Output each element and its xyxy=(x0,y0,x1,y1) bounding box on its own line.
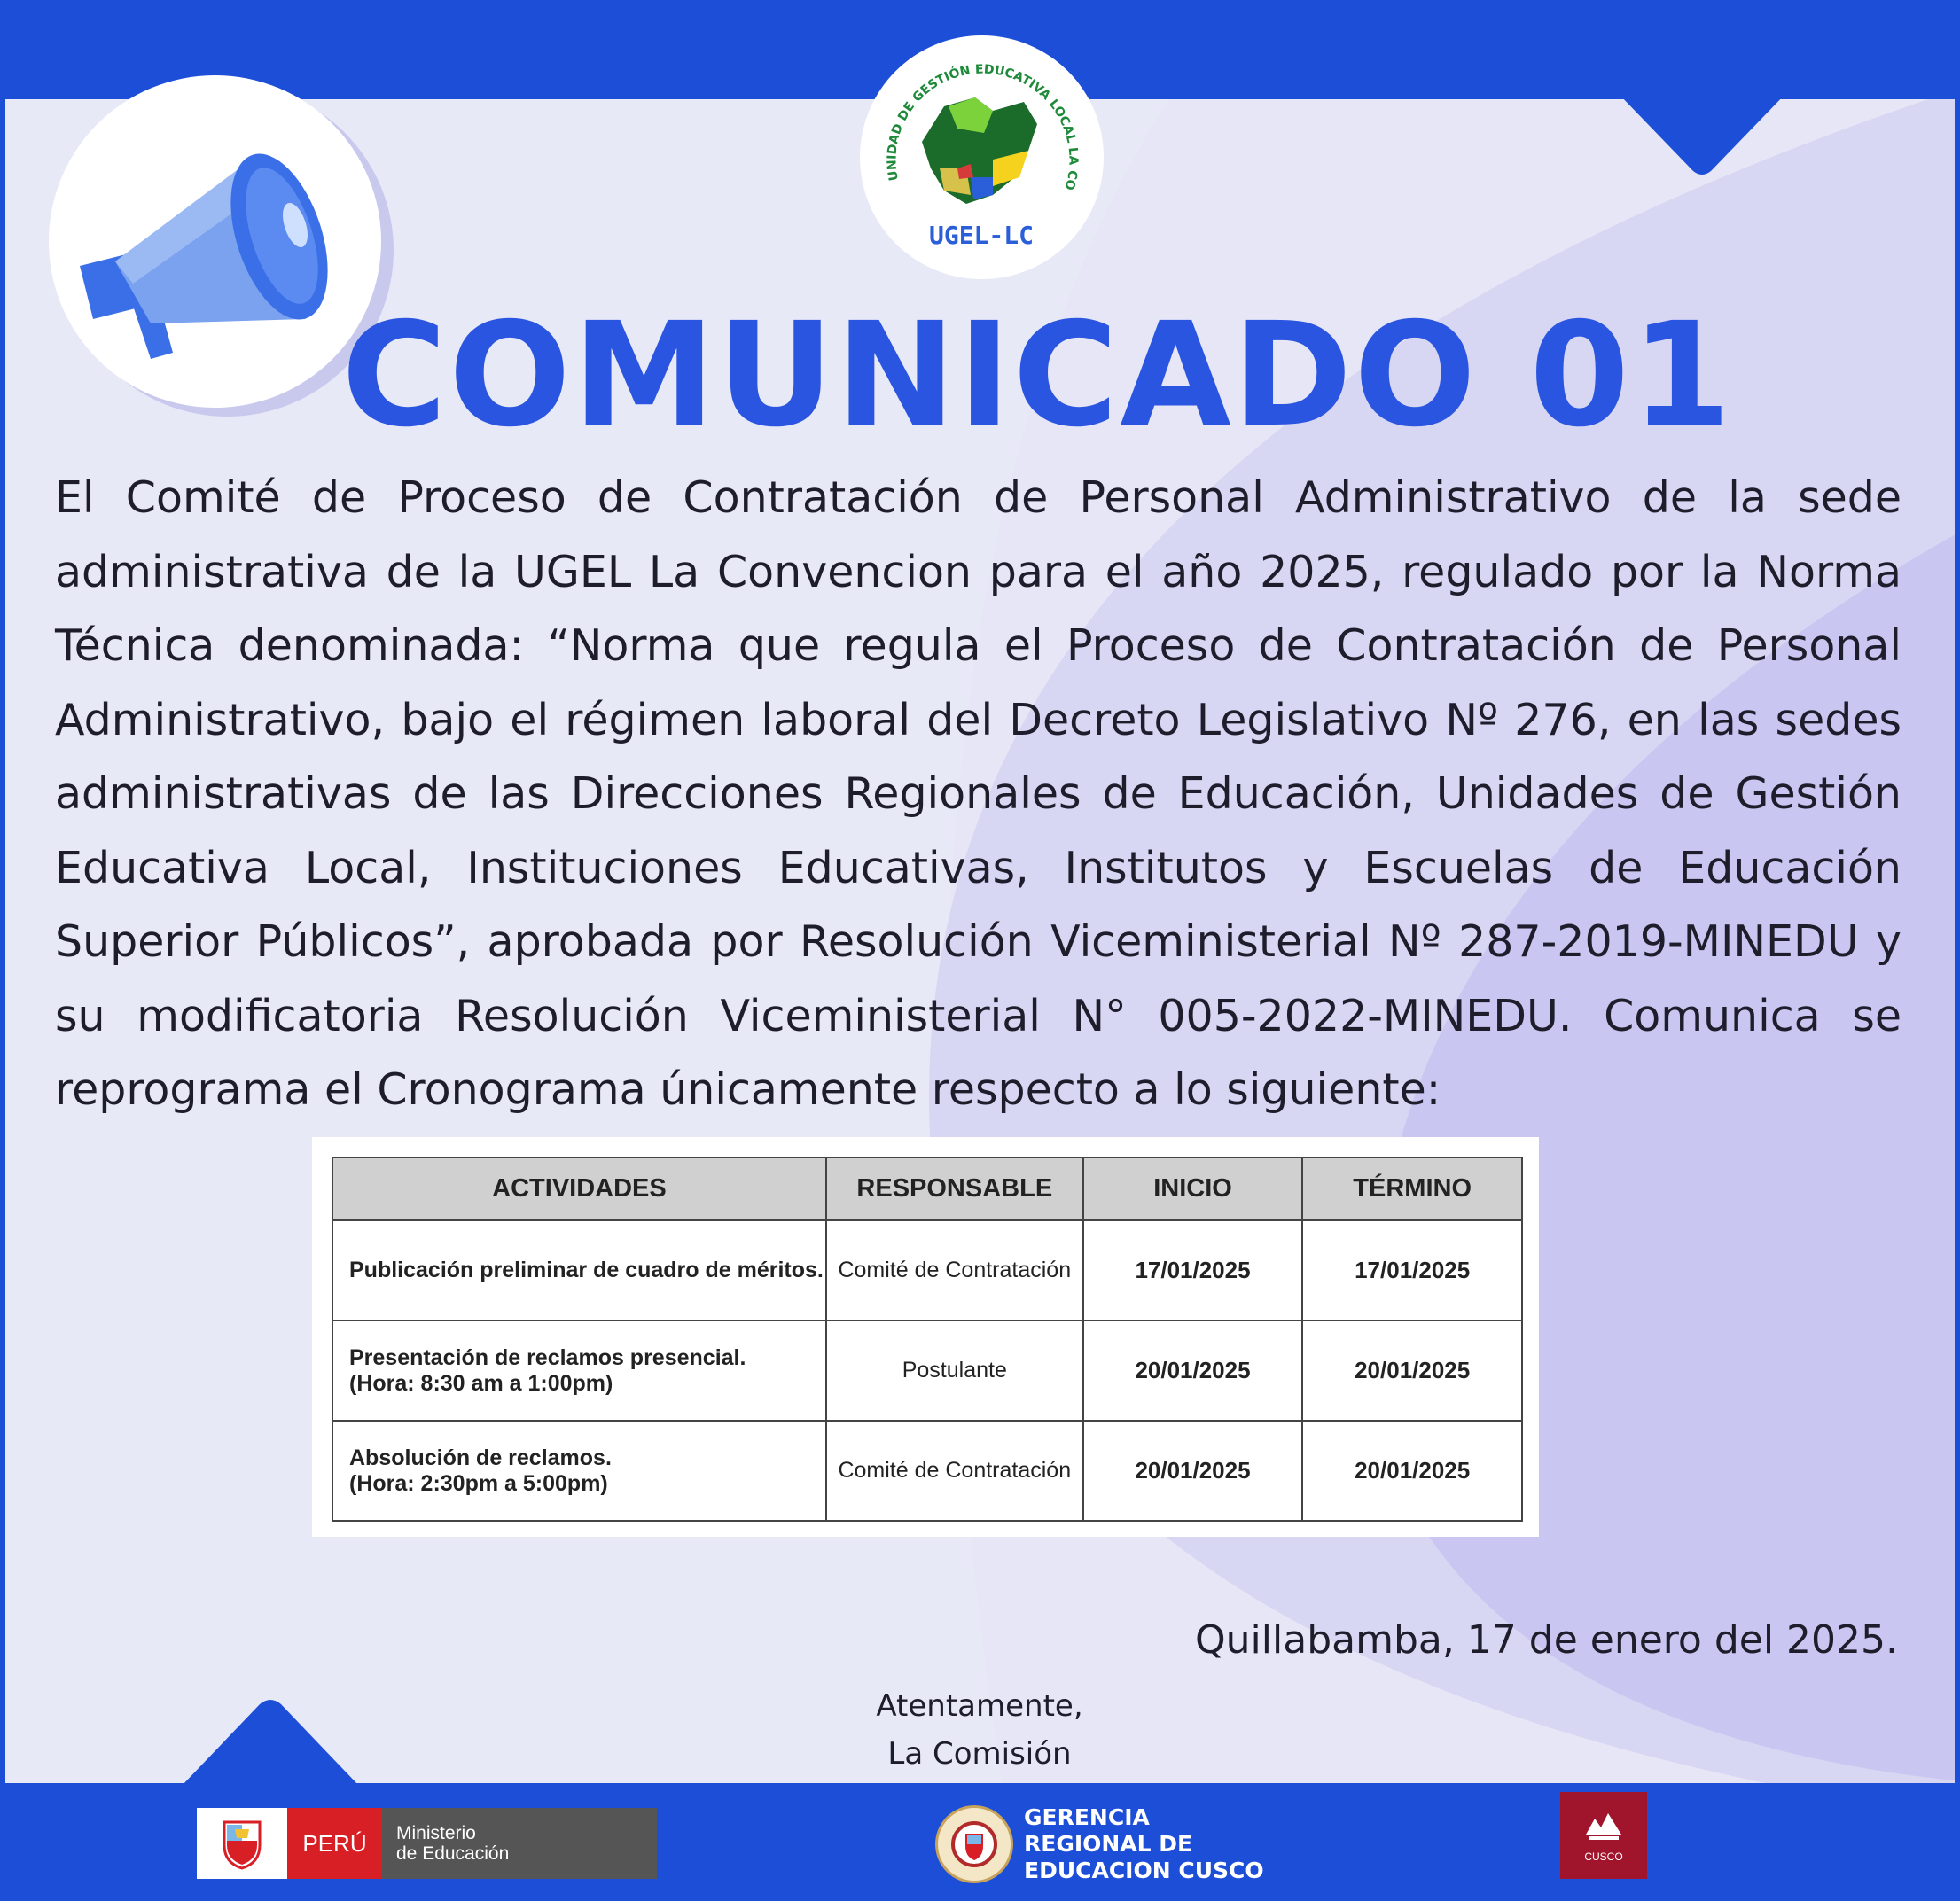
schedule-card xyxy=(312,1137,1539,1537)
end-date-cell: 17/01/2025 xyxy=(1302,1220,1522,1321)
activity-text: Absolución de reclamos. xyxy=(349,1445,612,1470)
bottom-notch-triangle xyxy=(182,1697,359,1786)
signatory: La Comisión xyxy=(887,1736,1072,1772)
cusco-label: CUSCO xyxy=(1584,1850,1623,1863)
ugel-logo-graphic xyxy=(860,35,1104,279)
ministerio-line1: Ministerio xyxy=(396,1823,476,1843)
activity-cell xyxy=(332,1421,826,1521)
grec-label xyxy=(1024,1804,1264,1884)
responsible-cell: Postulante xyxy=(826,1321,1083,1421)
logo-acronym: UGEL-LC xyxy=(928,221,1035,250)
activity-text: Publicación preliminar de cuadro de méritos. xyxy=(349,1258,824,1282)
grec-emblem-icon xyxy=(935,1805,1013,1883)
peru-label: PERÚ xyxy=(287,1808,382,1879)
grec-line3: EDUCACION CUSCO xyxy=(1024,1858,1264,1883)
ministerio-line2: de Educación xyxy=(396,1843,510,1864)
table-row xyxy=(332,1220,1522,1321)
announcement-body: El Comité de Proceso de Contratación de Personal Administrativo de la sede administrativa de la UGEL La Convencion para el año 2025, regulado por la Norma Técnica denominada: “Norma que regula el Proceso de Contratación de Personal Administrativo, bajo el régimen laboral del Decreto Legislativo Nº 276, en las sedes administrativas de las Direcciones Regionales de Educación, Unidades de Gestión Educativa Local, Instituciones Educativas, Institutos y Escuelas de Educación Superior Públicos”, aprobada por Resolución Viceministerial Nº 287-2019-MINEDU y su modificatoria Resolución Viceministerial N° 005-2022-MINEDU. Comunica se reprograma el Cronograma únicamente respecto a lo siguiente: xyxy=(55,472,1901,1115)
responsible-cell: Comité de Contratación xyxy=(826,1421,1083,1521)
ugel-logo xyxy=(860,35,1104,279)
schedule-table xyxy=(332,1157,1523,1522)
table-row xyxy=(332,1321,1522,1421)
grec-line1: GERENCIA xyxy=(1024,1804,1150,1830)
col-header-start: INICIO xyxy=(1083,1157,1303,1220)
page-title: COMUNICADO 01 xyxy=(341,292,1733,459)
logo-ring-text: UNIDAD DE GESTIÓN EDUCATIVA LOCAL LA CO xyxy=(885,62,1081,192)
ministerio-label xyxy=(382,1808,657,1879)
col-header-responsible: RESPONSABLE xyxy=(826,1157,1083,1220)
table-header-row xyxy=(332,1157,1522,1220)
cusco-emblem-icon xyxy=(1581,1808,1626,1847)
peru-shield-icon xyxy=(197,1808,287,1879)
cusco-logo xyxy=(1560,1792,1647,1879)
activity-text: Presentación de reclamos presencial. xyxy=(349,1344,746,1370)
start-date-cell: 17/01/2025 xyxy=(1083,1220,1303,1321)
end-date-cell: 20/01/2025 xyxy=(1302,1421,1522,1521)
activity-note: (Hora: 2:30pm a 5:00pm) xyxy=(349,1470,608,1496)
responsible-cell: Comité de Contratación xyxy=(826,1220,1083,1321)
activity-cell xyxy=(332,1220,826,1321)
closing-line: Atentamente, xyxy=(876,1688,1083,1724)
end-date-cell: 20/01/2025 xyxy=(1302,1321,1522,1421)
signature-block xyxy=(798,1682,1161,1778)
col-header-activities: ACTIVIDADES xyxy=(332,1157,826,1220)
activity-note: (Hora: 8:30 am a 1:00pm) xyxy=(349,1370,613,1396)
minedu-logo xyxy=(197,1808,657,1879)
col-header-end: TÉRMINO xyxy=(1302,1157,1522,1220)
activity-cell xyxy=(332,1321,826,1421)
grec-line2: REGIONAL DE xyxy=(1024,1831,1193,1857)
start-date-cell: 20/01/2025 xyxy=(1083,1421,1303,1521)
grec-logo xyxy=(935,1804,1264,1884)
top-notch-triangle xyxy=(1618,93,1786,175)
start-date-cell: 20/01/2025 xyxy=(1083,1321,1303,1421)
table-row xyxy=(332,1421,1522,1521)
place-date: Quillabamba, 17 de enero del 2025. xyxy=(1195,1617,1898,1663)
